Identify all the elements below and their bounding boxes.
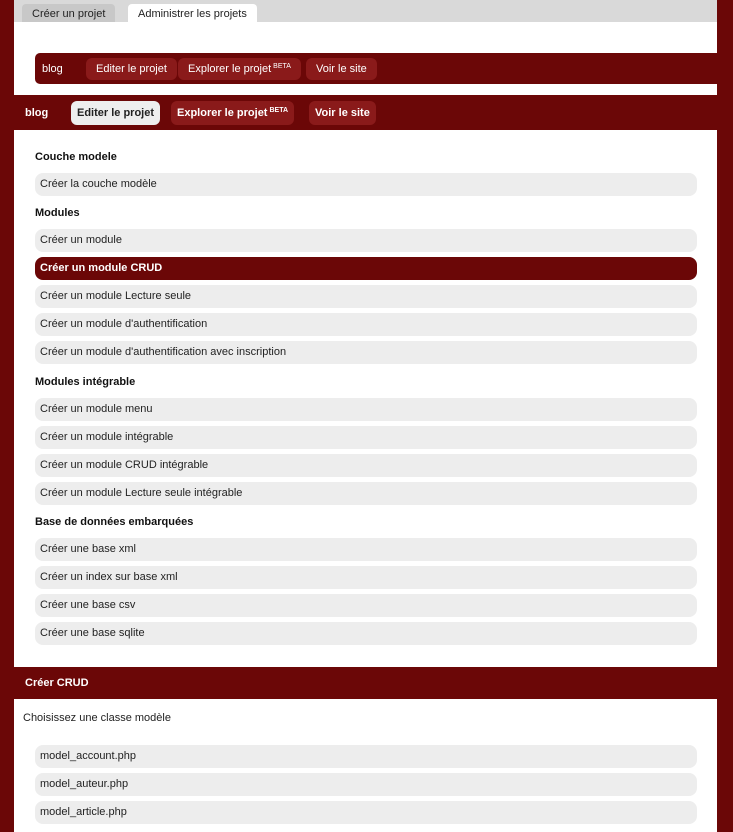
edit-bar-project-name: blog: [25, 107, 49, 119]
menu-item-create-crud-module[interactable]: Créer un module CRUD: [35, 257, 697, 280]
edit-project-tab-label: Editer le projet: [77, 107, 155, 119]
main-frame: [14, 0, 717, 832]
view-site-tab[interactable]: [309, 101, 376, 125]
view-site-button[interactable]: [306, 58, 377, 80]
menu-item-create-xml-db[interactable]: Créer une base xml: [35, 538, 697, 561]
explore-project-label: Explorer le projet: [188, 63, 272, 75]
explore-project-tab[interactable]: [171, 101, 294, 125]
tab-manage-projects[interactable]: Administrer les projets: [128, 4, 257, 22]
edit-project-button[interactable]: [86, 58, 177, 80]
menu-item-create-sqlite-db[interactable]: Créer une base sqlite: [35, 622, 697, 645]
tab-create-project[interactable]: Créer un projet: [22, 4, 115, 22]
crud-panel-title: Créer CRUD: [25, 677, 89, 689]
section-title-embeddable-modules: Modules intégrable: [35, 376, 136, 388]
menu-item-create-auth-module[interactable]: Créer un module d'authentification: [35, 313, 697, 336]
menu-item-create-embeddable-module[interactable]: Créer un module intégrable: [35, 426, 697, 449]
menu-item-create-xml-index[interactable]: Créer un index sur base xml: [35, 566, 697, 589]
project-name: blog: [42, 63, 63, 75]
crud-instruction: Choisissez une classe modèle: [23, 712, 171, 724]
explore-project-tab-label: Explorer le projet: [177, 107, 268, 119]
menu-item-create-model-layer[interactable]: Créer la couche modèle: [35, 173, 697, 196]
menu-item-create-embeddable-crud-module[interactable]: Créer un module CRUD intégrable: [35, 454, 697, 477]
model-class-account[interactable]: model_account.php: [35, 745, 697, 768]
project-bar: [35, 53, 717, 84]
view-site-tab-label: Voir le site: [315, 107, 370, 119]
section-title-embedded-databases: Base de données embarquées: [35, 516, 194, 528]
beta-badge: BETA: [273, 63, 291, 70]
crud-panel-header: [14, 667, 717, 699]
edit-project-label: Editer le projet: [96, 63, 167, 75]
menu-item-create-menu-module[interactable]: Créer un module menu: [35, 398, 697, 421]
menu-item-create-module[interactable]: Créer un module: [35, 229, 697, 252]
section-title-modules: Modules: [35, 207, 80, 219]
model-class-auteur[interactable]: model_auteur.php: [35, 773, 697, 796]
edit-bar: [14, 95, 717, 130]
menu-item-create-auth-signup-module[interactable]: Créer un module d'authentification avec inscription: [35, 341, 697, 364]
menu-item-create-embeddable-readonly-module[interactable]: Créer un module Lecture seule intégrable: [35, 482, 697, 505]
edit-project-tab[interactable]: [71, 101, 160, 125]
view-site-label: Voir le site: [316, 63, 367, 75]
model-class-article[interactable]: model_article.php: [35, 801, 697, 824]
top-tab-bar: [14, 0, 717, 22]
menu-item-create-readonly-module[interactable]: Créer un module Lecture seule: [35, 285, 697, 308]
menu-item-create-csv-db[interactable]: Créer une base csv: [35, 594, 697, 617]
explore-project-button[interactable]: [178, 58, 301, 80]
section-title-model-layer: Couche modele: [35, 151, 117, 163]
beta-badge: BETA: [269, 107, 289, 114]
